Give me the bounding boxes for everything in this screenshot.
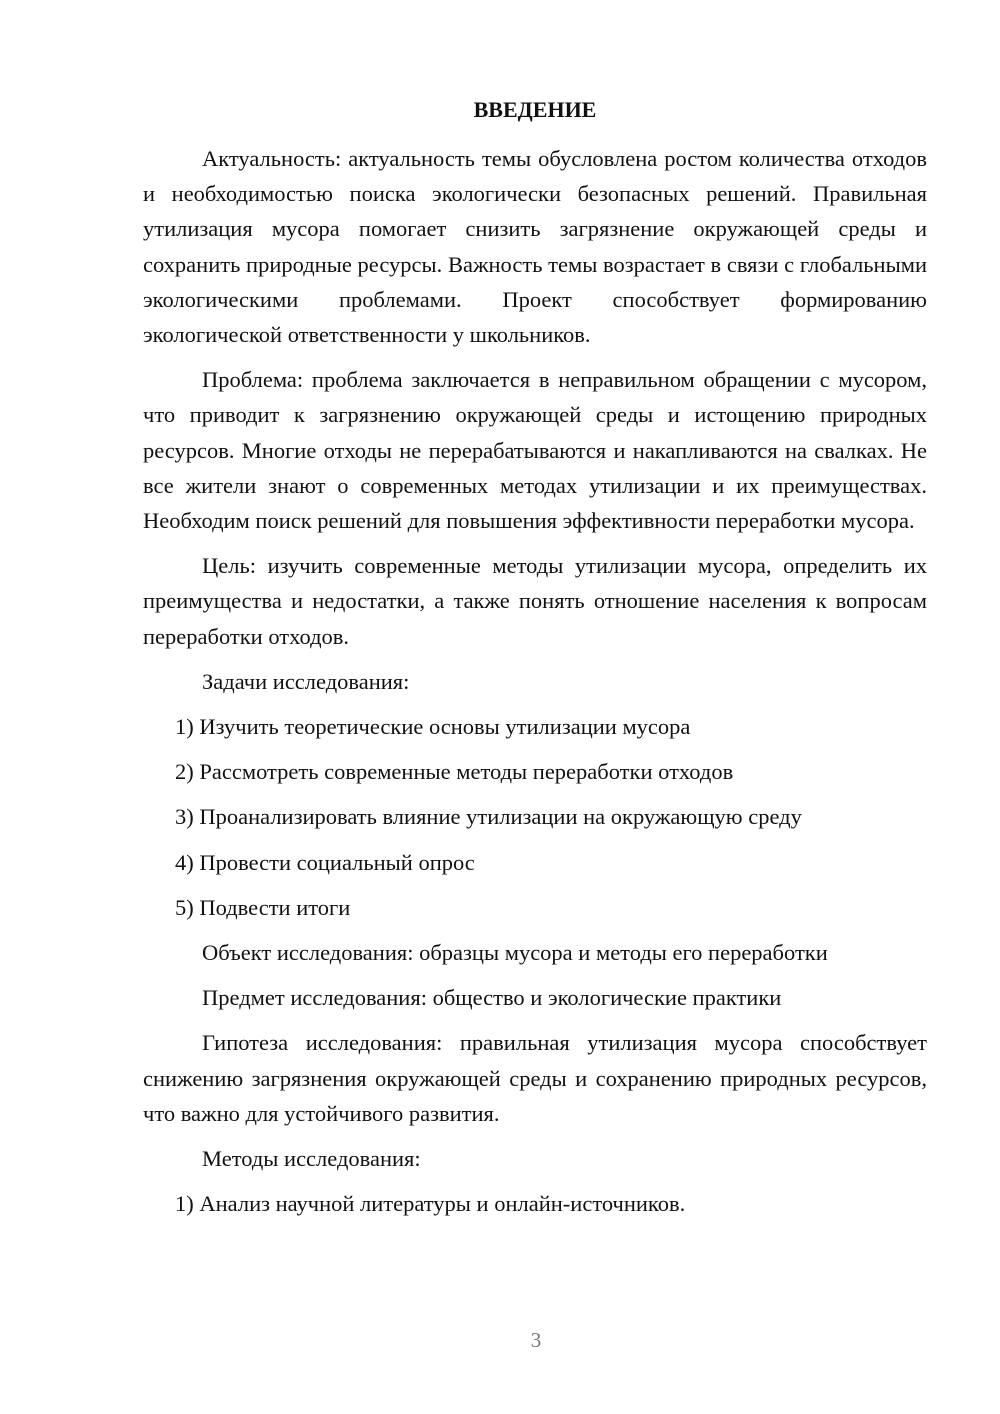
- goal-paragraph: Цель: изучить современные методы утилизации мусора, определить их преимущества и недостатки, а также понять отношение населения к вопросам переработки отходов.: [143, 553, 927, 649]
- research-subject: Предмет исследования: общество и экологические практики: [202, 985, 782, 1011]
- task-item-5: 5) Подвести итоги: [175, 894, 351, 920]
- task-item-2: 2) Рассмотреть современные методы переработки отходов: [175, 759, 734, 785]
- page-content: [143, 92, 927, 1231]
- hypothesis-paragraph: Гипотеза исследования: правильная утилизация мусора способствует снижению загрязнения окружающей среды и сохранению природных ресурсов, что важно для устойчивого развития.: [143, 1030, 927, 1126]
- methods-heading: Методы исследования:: [202, 1146, 421, 1172]
- research-object: Объект исследования: образцы мусора и методы его переработки: [202, 940, 828, 966]
- task-item-4: 4) Провести социальный опрос: [175, 849, 475, 875]
- page-number: 3: [530, 1328, 542, 1352]
- task-item-3: 3) Проанализировать влияние утилизации на окружающую среду: [175, 804, 802, 830]
- task-item-1: 1) Изучить теоретические основы утилизации мусора: [175, 714, 691, 740]
- relevance-paragraph: Актуальность: актуальность темы обусловлена ростом количества отходов и необходимостью поиска экологически безопасных решений. Правильная утилизация мусора помогает снизить загрязнение окружающей среды и сохранить природные ресурсы. Важность темы возрастает в связи с глобальными экологическими проблемами. Проект способствует формированию экологической ответственности у школьников.: [143, 146, 927, 348]
- tasks-heading: Задачи исследования:: [202, 668, 410, 694]
- method-item-1: 1) Анализ научной литературы и онлайн-источников.: [175, 1191, 686, 1217]
- page-title: ВВЕДЕНИЕ: [473, 97, 597, 122]
- problem-paragraph: Проблема: проблема заключается в неправильном обращении с мусором, что приводит к загрязнению окружающей среды и истощению природных ресурсов. Многие отходы не перерабатываются и накапливаются на свалках. Не все жители знают о современных методах утилизации и их преимуществах. Необходим поиск решений для повышения эффективности переработки мусора.: [143, 367, 927, 534]
